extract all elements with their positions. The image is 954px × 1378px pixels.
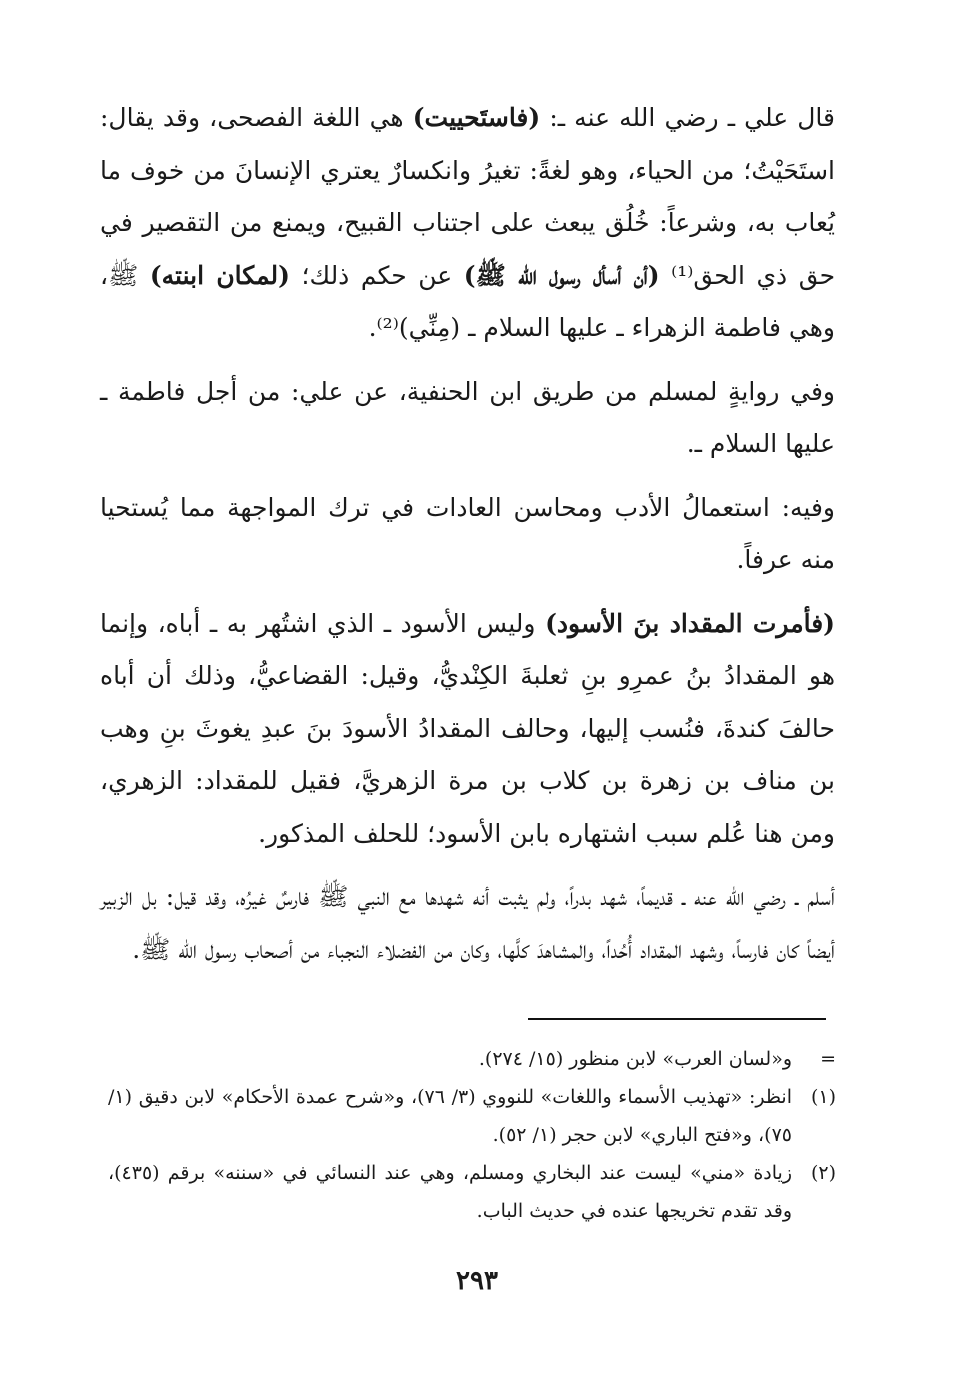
main-text [100, 92, 835, 987]
footnote-text: انظر: «تهذيب الأسماء واللغات» للنووي (٣/ ٧٦)، و«شرح عمدة الأحكام» لابن دقيق (١/ ٧٥)، و«فتح الباري» لابن حجر (١/ ٥٢). [108, 1086, 792, 1146]
text-run: هي اللغة الفصحى، وقد يقال: استَحَيْتُ؛ من الحياء، وهو لغةً: تغيرُ وانكسارٌ يعتري الإنسانَ من خوف ما يُعاب به، وشرعاً: خُلُق يبعث على اجتناب القبيح، ويمنع من التقصير في حق ذي الحق⁽¹⁾ [100, 103, 836, 290]
text-run: عن حكم ذلك؛ [290, 260, 464, 290]
footnote-marker: = [820, 1048, 836, 1070]
paragraph-5 [100, 871, 835, 976]
bold-run: (أن أسأل رسول الله ﷺ) [463, 260, 660, 290]
footnote-2 [108, 1154, 836, 1230]
bold-run: (فاستَحييت) [412, 103, 541, 132]
paragraph-2 [100, 366, 835, 471]
bold-run: (فأمرت المقداد بنَ الأسود) [545, 608, 835, 638]
text-run: ﷺ، وهي فاطمة الزهراء ـ عليها السلام ـ (مِنِّي)⁽²⁾. [100, 260, 835, 342]
footnote-text: زيادة «مني» ليست عند البخاري ومسلم، وهي عند النسائي في «سننه» برقم (٤٣٥)، وقد تقدم تخريجها عنده في حديث الباب. [108, 1162, 792, 1222]
footnote-divider [528, 1018, 826, 1020]
footnote-marker: (١) [810, 1086, 836, 1108]
page-number: ٢٩٣ [456, 1266, 498, 1296]
bold-run: (لمكان ابنته) [149, 260, 291, 290]
paragraph-1 [100, 92, 835, 355]
footnote-text: و«لسان العرب» لابن منظور (١٥/ ٢٧٤). [478, 1048, 792, 1070]
paragraph-4 [100, 598, 835, 861]
text-run: وفي روايةٍ لمسلم من طريق ابن الحنفية، عن علي: من أجل فاطمة ـ عليها السلام ـ. [100, 376, 835, 458]
text-run: وفيه: استعمالُ الأدب ومحاسن العادات في ترك المواجهة مما يُستحيا منه عرفاً. [100, 492, 835, 574]
footnotes [108, 1040, 836, 1230]
paragraph-3 [100, 482, 835, 587]
text-run: قال علي ـ رضي الله عنه ـ: [540, 103, 835, 132]
footnote-continued [108, 1040, 836, 1078]
text-run: وليس الأسود ـ الذي اشتُهر به ـ أباه، وإنما هو المقدادُ بنُ عمرِو بنِ ثعلبةَ الكِنْديُّ، وقيل: القضاعيُّ، وذلك أن أباه حالفَ كندةَ، فنُسب إليها، وحالف المقدادُ الأسودَ بنَ عبدِ يغوثَ بنِ وهب بن مناف بن زهرة بن كلاب بن مرة الزهريَّ، فقيل للمقداد: الزهري، ومن هنا عُلم سبب اشتهاره بابن الأسود؛ للحلف المذكور. [100, 608, 835, 848]
text-run: أسلم ـ رضي الله عنه ـ قديماً، شهد بدراً، ولم يثبت أنه شهدها مع النبي ﷺ فارسٌ غيرُه، وقد قيل: بل الزبير أيضاً كان فارساً، وشهد المقداد أُحُداً، والمشاهدَ كلَّها، وكان من الفضلاء النجباء من أصحاب رسول الله ﷺ. [100, 882, 835, 964]
footnote-marker: (٢) [810, 1162, 836, 1184]
footnote-1 [108, 1078, 836, 1154]
